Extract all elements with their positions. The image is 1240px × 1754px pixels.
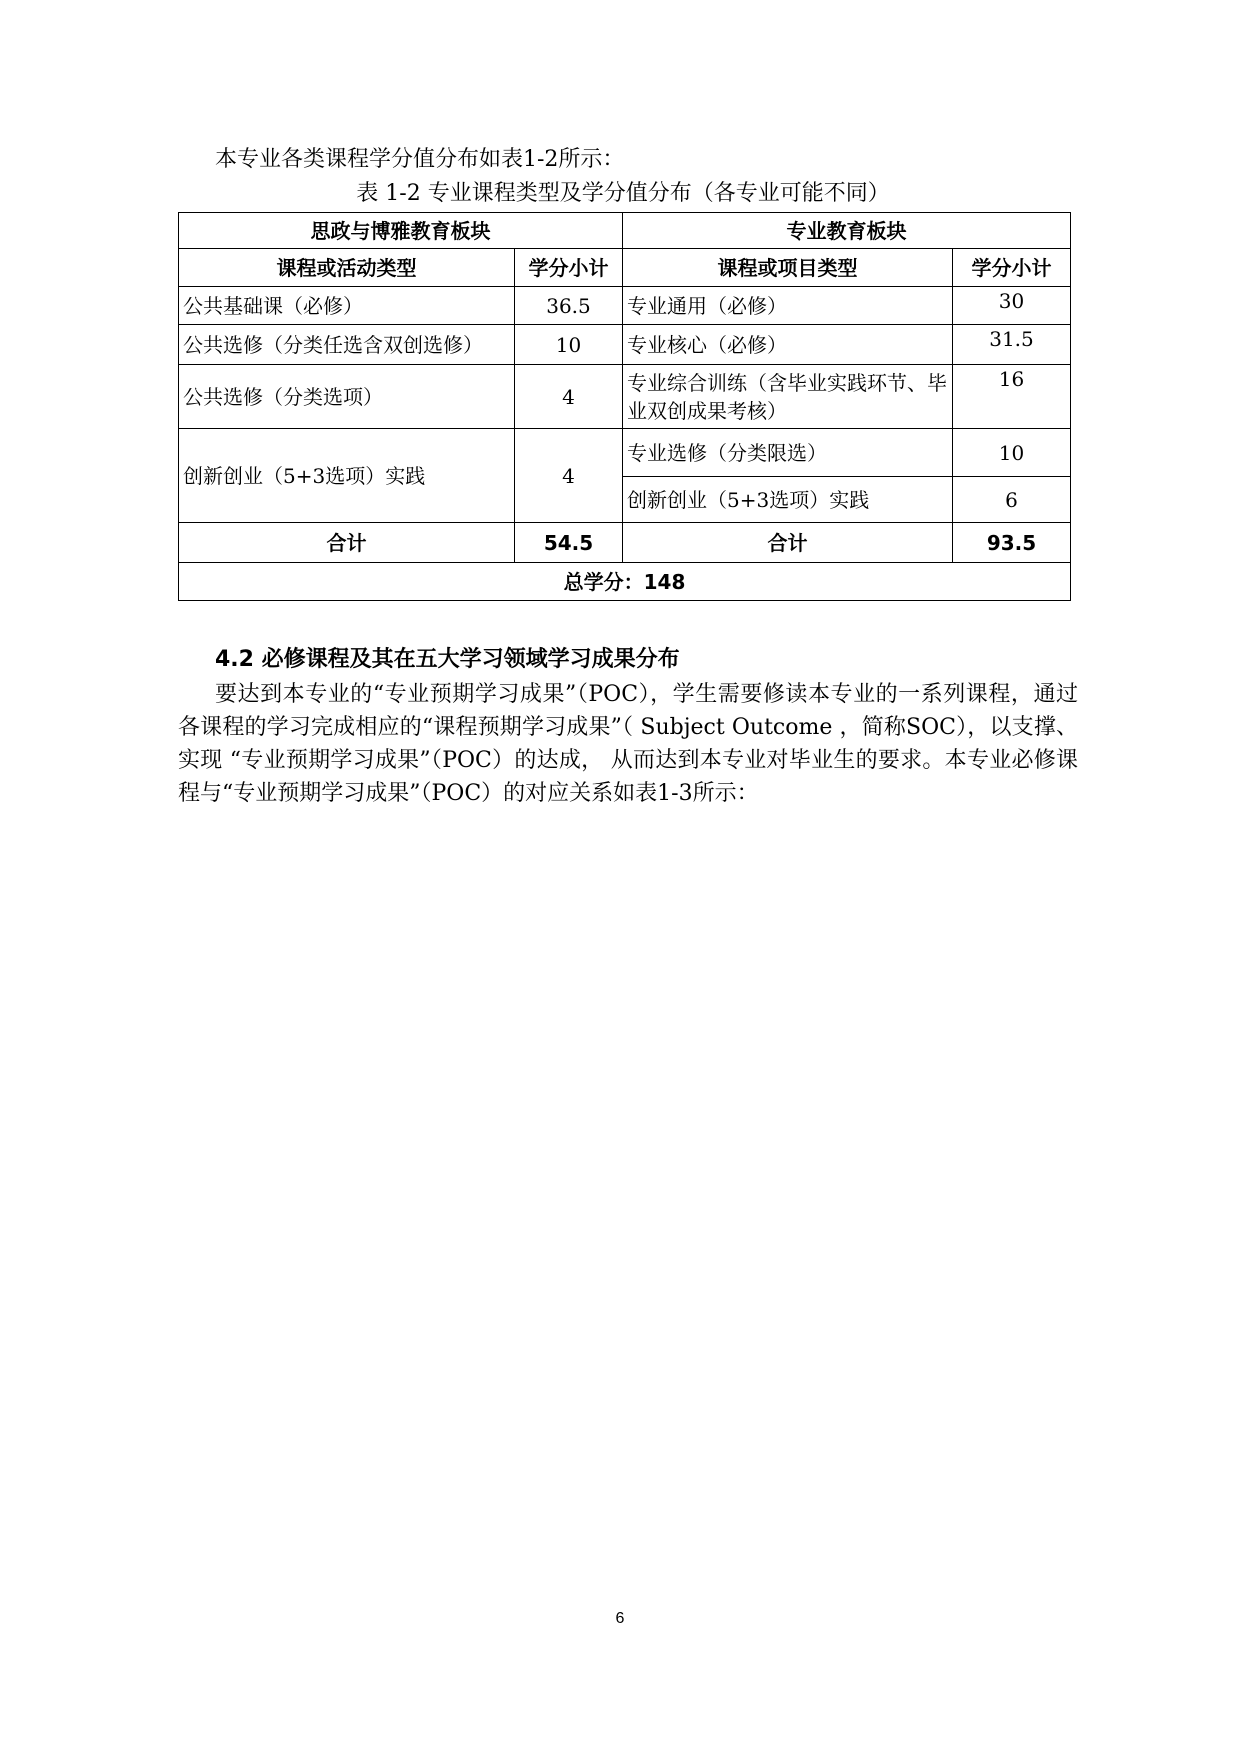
body-paragraph: 要达到本专业的“专业预期学习成果”（POC），学生需要修读本专业的一系列课程，通过各课程的学习完成相应的“课程预期学习成果”（ Subject Outcome ，简称SOC），以支撑、实现 “专业预期学习成果”（POC）的达成， 从而达到本专业对毕业生的要求。本专业必修课程与“专业预期学习成果”（POC）的对应关系如表1-3所示： [178, 682, 1078, 806]
left-row-type: 公共基础课（必修） [179, 287, 515, 325]
table-column-header-row [179, 249, 1071, 287]
right-row-credits: 31.5 [953, 325, 1071, 365]
right-row-type: 创新创业（5+3选项）实践 [623, 477, 953, 523]
right-row-credits: 10 [953, 429, 1071, 477]
left-total-value: 54.5 [515, 523, 623, 563]
page-number: 6 [615, 1610, 625, 1627]
right-row-type: 专业综合训练（含毕业实践环节、毕业双创成果考核） [623, 365, 953, 429]
right-total-label: 合计 [623, 523, 953, 563]
left-row-credits: 4 [515, 365, 623, 429]
table-total-row [179, 523, 1071, 563]
table-grand-total-row [179, 563, 1071, 601]
left-block-title: 思政与博雅教育板块 [179, 213, 623, 249]
table-row [179, 429, 1071, 477]
right-block-title: 专业教育板块 [623, 213, 1071, 249]
right-row-credits: 6 [953, 477, 1071, 523]
left-credit-header: 学分小计 [515, 249, 623, 287]
left-type-header: 课程或活动类型 [179, 249, 515, 287]
table-caption: 表 1-2 专业课程类型及学分值分布（各专业可能不同） [356, 181, 890, 206]
table-row [179, 287, 1071, 325]
table-block-header-row [179, 213, 1071, 249]
grand-total: 总学分：148 [179, 563, 1071, 601]
left-row-credits: 10 [515, 325, 623, 365]
intro-text: 本专业各类课程学分值分布如表1-2所示： [215, 147, 625, 172]
left-row-type: 创新创业（5+3选项）实践 [179, 429, 515, 523]
right-row-type: 专业通用（必修） [623, 287, 953, 325]
table-row [179, 325, 1071, 365]
right-total-value: 93.5 [953, 523, 1071, 563]
left-row-credits: 4 [515, 429, 623, 523]
right-row-credits: 30 [953, 287, 1071, 325]
left-row-credits: 36.5 [515, 287, 623, 325]
right-row-type: 专业核心（必修） [623, 325, 953, 365]
right-row-credits: 16 [953, 365, 1071, 429]
right-credit-header: 学分小计 [953, 249, 1071, 287]
section-heading: 4.2 必修课程及其在五大学习领域学习成果分布 [215, 647, 680, 672]
left-row-type: 公共选修（分类任选含双创选修） [179, 325, 515, 365]
left-row-type: 公共选修（分类选项） [179, 365, 515, 429]
left-total-label: 合计 [179, 523, 515, 563]
right-row-type: 专业选修（分类限选） [623, 429, 953, 477]
credit-distribution-table [178, 212, 1071, 601]
table-row [179, 365, 1071, 429]
right-type-header: 课程或项目类型 [623, 249, 953, 287]
